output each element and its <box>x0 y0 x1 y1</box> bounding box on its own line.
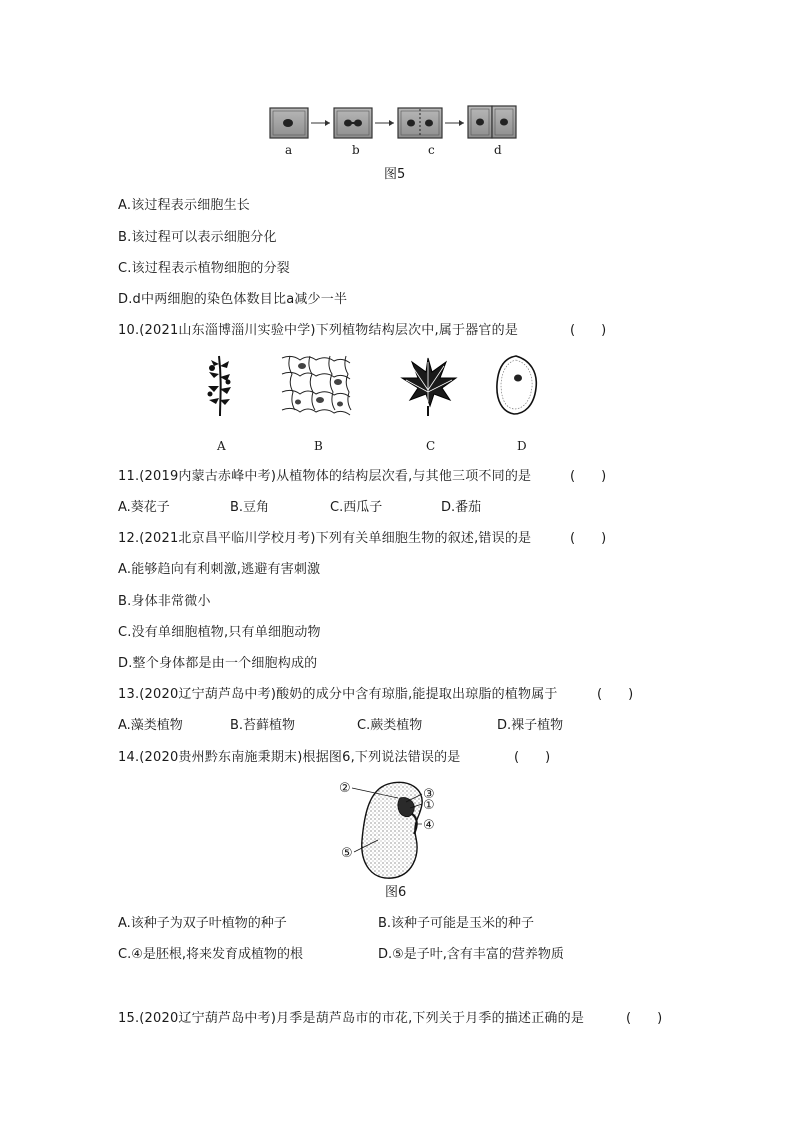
q10-label-a: A <box>217 439 226 453</box>
q10-label-b: B <box>314 439 323 453</box>
cell-b <box>334 108 372 138</box>
figure6-label-3: ③ <box>423 787 435 802</box>
q13-option-a: A.藻类植物 <box>118 718 183 733</box>
q15-answer-blank: ( ) <box>626 1011 663 1026</box>
q10-label-c: C <box>426 439 436 453</box>
cell-d <box>468 106 516 138</box>
q14-option-a: A.该种子为双子叶植物的种子 <box>118 916 287 931</box>
q14-option-c: C.④是胚根,将来发育成植物的根 <box>118 947 303 962</box>
q12-stem: 12.(2021北京昌平临川学校月考)下列有关单细胞生物的叙述,错误的是 <box>118 531 532 546</box>
figure5-label-b: b <box>352 143 360 157</box>
q13-answer-blank: ( ) <box>597 687 634 702</box>
figure6-label-5: ⑤ <box>341 846 353 861</box>
figure6-caption: 图6 <box>385 885 407 900</box>
q11-option-a: A.葵花子 <box>118 500 170 515</box>
q13-option-b: B.苔藓植物 <box>230 718 296 733</box>
figure5-label-d: d <box>494 143 502 157</box>
q14-stem: 14.(2020贵州黔东南施秉期末)根据图6,下列说法错误的是 <box>118 750 461 765</box>
q11-answer-blank: ( ) <box>570 469 607 484</box>
q10-stem: 10.(2021山东淄博淄川实验中学)下列植物结构层次中,属于器官的是 <box>118 323 519 338</box>
q11-option-b: B.豆角 <box>230 500 270 515</box>
q11-stem: 11.(2019内蒙古赤峰中考)从植物体的结构层次看,与其他三项不同的是 <box>118 469 532 484</box>
q12-answer-blank: ( ) <box>570 531 607 546</box>
q9-option-c: C.该过程表示植物细胞的分裂 <box>118 261 291 276</box>
figure5-label-a: a <box>285 143 293 157</box>
q10-image-c-leaf <box>398 352 458 418</box>
figure6-label-2: ② <box>339 781 351 796</box>
q14-option-b: B.该种子可能是玉米的种子 <box>378 916 535 931</box>
q13-option-d: D.裸子植物 <box>497 718 564 733</box>
q12-option-d: D.整个身体都是由一个细胞构成的 <box>118 656 318 671</box>
q10-image-b-tissue <box>280 352 352 418</box>
figure5-label-c: c <box>428 143 435 157</box>
q9-option-b: B.该过程可以表示细胞分化 <box>118 230 277 245</box>
q9-option-d: D.d中两细胞的染色体数目比a减少一半 <box>118 292 348 307</box>
figure6-seed-diagram <box>338 778 466 882</box>
q10-label-d: D <box>517 439 527 453</box>
q15-stem: 15.(2020辽宁葫芦岛中考)月季是葫芦岛市的市花,下列关于月季的描述正确的是 <box>118 1011 585 1026</box>
figure6-label-4: ④ <box>423 818 435 833</box>
q14-option-d: D.⑤是子叶,含有丰富的营养物质 <box>378 947 564 962</box>
q12-option-b: B.身体非常微小 <box>118 594 211 609</box>
q9-option-a: A.该过程表示细胞生长 <box>118 198 250 213</box>
q10-image-a-plant <box>198 352 244 418</box>
q11-option-d: D.番茄 <box>441 500 482 515</box>
q11-option-c: C.西瓜子 <box>330 500 383 515</box>
q13-option-c: C.蕨类植物 <box>357 718 423 733</box>
cell-a <box>270 108 308 138</box>
figure5-caption: 图5 <box>384 167 406 182</box>
q14-answer-blank: ( ) <box>514 750 551 765</box>
q12-option-a: A.能够趋向有利刺激,逃避有害刺激 <box>118 562 321 577</box>
q10-image-d-cell <box>492 352 540 418</box>
figure6-label-1: ① <box>423 798 435 813</box>
cell-c <box>398 108 442 138</box>
q13-stem: 13.(2020辽宁葫芦岛中考)酸奶的成分中含有琼脂,能提取出琼脂的植物属于 <box>118 687 558 702</box>
q12-option-c: C.没有单细胞植物,只有单细胞动物 <box>118 625 321 640</box>
q10-answer-blank: ( ) <box>570 323 607 338</box>
figure5-cell-division-diagram <box>266 104 530 156</box>
